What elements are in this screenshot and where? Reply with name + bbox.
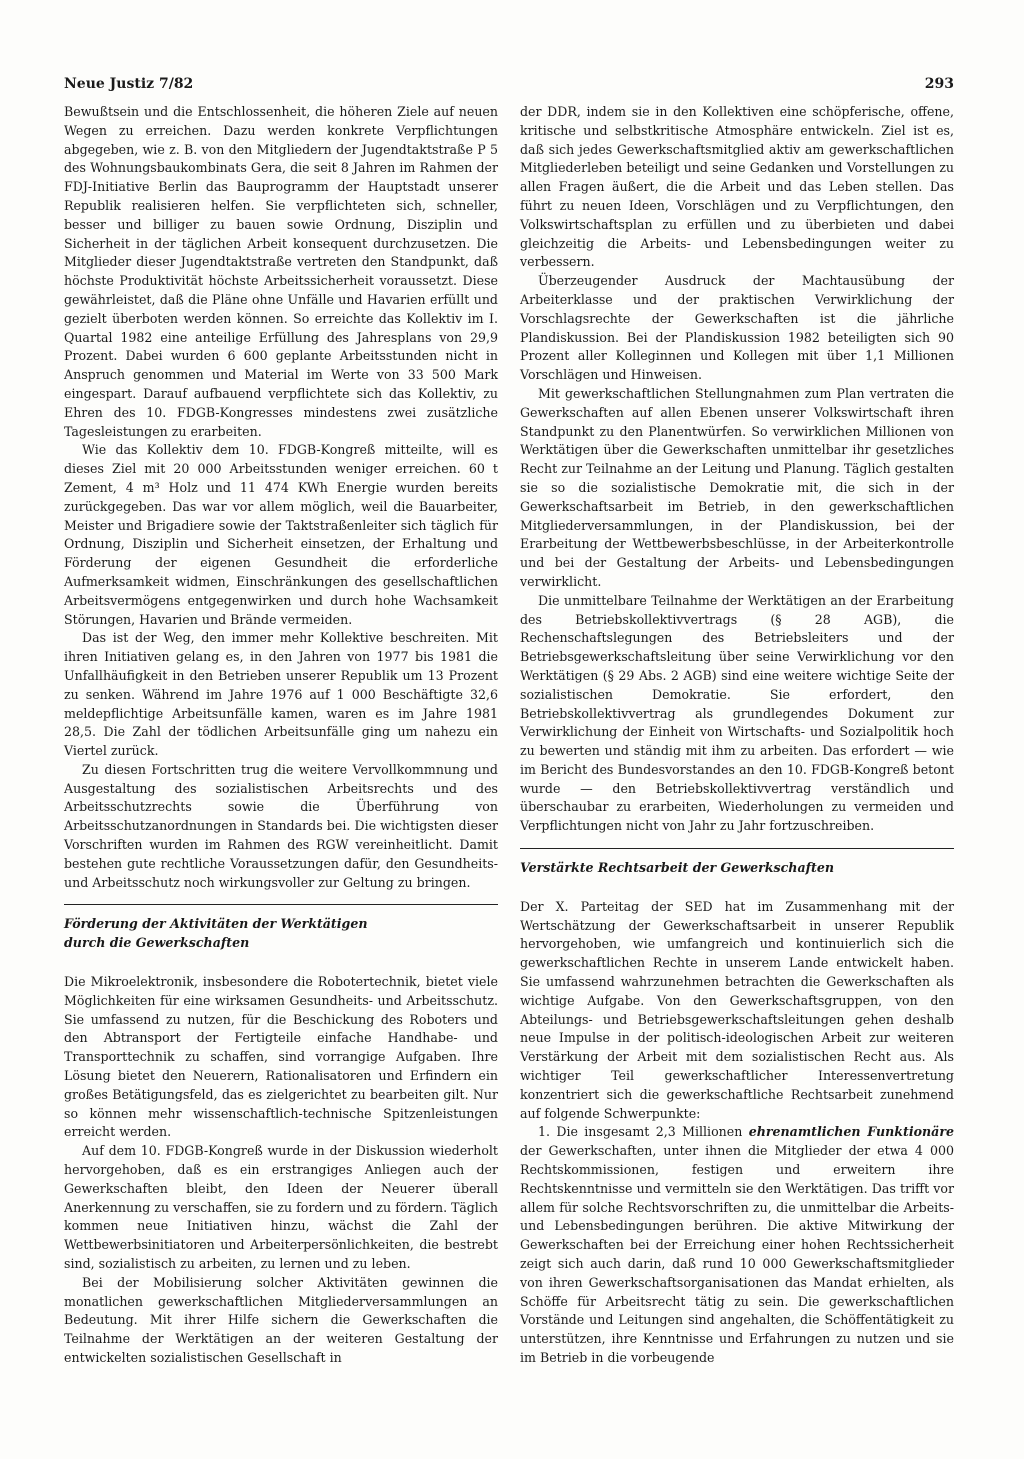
paragraph: Überzeugender Ausdruck der Machtausübung der Arbeiterklasse und der praktischen Verwirklichung der Vorschlagsrechte der Gewerkschaften ist die jährliche Plandiskussion. Bei der Plandiskussion 1982 beteiligten sich 90 Prozent aller Kolleginnen und Kollegen mit über 1,1 Millionen Vorschlägen und Hinweisen.	[520, 273, 954, 383]
section-heading-line: durch die Gewerkschaften	[64, 935, 250, 951]
section-heading: Verstärkte Rechtsarbeit der Gewerkschaften	[520, 860, 835, 876]
paragraph: Mit gewerkschaftlichen Stellungnahmen zum Plan vertraten die Gewerkschaften auf allen Ebenen unserer Volkswirtschaft ihren Standpunkt zu den Planentwürfen. So verwirklichen Millionen von Werktätigen über die Gewerkschaften unmittelbar ihr gesetzliches Recht zur Teilnahme an der Leitung und Planung. Täglich gestalten sie so die sozialistische Demokratie mit, die sich in der Gewerkschaftsarbeit im Betrieb, in den gewerkschaftlichen Mitgliederversammlungen, in der Plandiskussion, bei der Erarbeitung der Wettbewerbsbeschlüsse, in der Arbeiterkontrolle und bei der Gestaltung der Arbeits- und Lebensbedingungen verwirklicht.	[520, 385, 954, 589]
paragraph: Die unmittelbare Teilnahme der Werktätigen an der Erarbeitung des Betriebskollektivvertrags (§ 28 AGB), die Rechenschaftslegungen des Betriebsleiters und der Betriebsgewerkschaftsleitung über seine Verwirklichung vor den Werktätigen (§ 29 Abs. 2 AGB) sind eine weitere wichtige Seite der sozialistischen Demokratie. Sie erfordert, den Betriebskollektivvertrag als grundlegendes Dokument zur Verwirklichung der Einheit von Wirtschafts- und Sozialpolitik hoch zu bewerten und ständig mit ihm zu arbeiten. Das erfordert — wie im Bericht des Bundesvorstandes an den 10. FDGB-Kongreß betont wurde — den Betriebskollektivvertrag verständlich und überschaubar zu erarbeiten, Wiederholungen zu vermeiden und Verpflichtungen nicht von Jahr zu Jahr fortzuschreiben.	[520, 592, 954, 834]
left-column	[64, 103, 498, 1368]
paragraph: Das ist der Weg, den immer mehr Kollektive beschreiten. Mit ihren Initiativen gelang es, in den Jahren von 1977 bis 1981 die Unfallhäufigkeit in den Betrieben unserer Republik um 13 Prozent zu senken. Während im Jahre 1976 auf 1 000 Beschäftigte 32,6 meldepflichtige Arbeitsunfälle kamen, waren es im Jahre 1981 28,5. Die Zahl der tödlichen Arbeitsunfälle ging um nahezu ein Viertel zurück.	[64, 630, 498, 759]
section-heading	[64, 915, 498, 953]
journal-issue: Neue Justiz 7/82	[64, 76, 194, 92]
paragraph: Bei der Mobilisierung solcher Aktivitäten gewinnen die monatlichen gewerkschaftlichen Mitgliederversammlungen an Bedeutung. Mit ihrer Hilfe sichern die Gewerkschaften die Teilnahme der Werktätigen an der weiteren Gestaltung der entwickelten sozialistischen Gesellschaft in	[64, 1274, 498, 1365]
emphasis-term: ehrenamtlichen Funktionäre	[748, 1124, 954, 1140]
paragraph: Wie das Kollektiv dem 10. FDGB-Kongreß mitteilte, will es dieses Ziel mit 20 000 Arbeitsstunden weniger erreichen. 60 t Zement, 4 m³ Holz und 11 474 KWh Energie wurden bereits zurückgegeben. Das war vor allem möglich, weil die Bauarbeiter, Meister und Brigadiere sowie der Taktstraßenleiter sich täglich für Ordnung, Disziplin und Sicherheit einsetzen, der Erhaltung und Förderung der eigenen Gesundheit die erforderliche Aufmerksamkeit widmen, Einschränkungen des gesellschaftlichen Arbeitsvermögens entgegenwirken und durch hohe Wachsamkeit Störungen, Havarien und Brände vermeiden.	[64, 442, 498, 627]
paragraph: Die Mikroelektronik, insbesondere die Robotertechnik, bietet viele Möglichkeiten für eine wirksamen Gesundheits- und Arbeitsschutz. Sie umfassend zu nutzen, für die Beschickung des Roboters und den Abtransport der Fertigteile einfache Handhabe- und Transporttechnik zu schaffen, sind vorrangige Aufgaben. Ihre Lösung bietet den Neuerern, Rationalisatoren und Erfindern ein großes Betätigungsfeld, das es zielgerichtet zu bearbeiten gilt. Nur so können mehr wissenschaftlich-technische Spitzenleistungen erreicht werden.	[64, 974, 498, 1140]
paragraph-lead: 1. Die insgesamt 2,3 Millionen	[538, 1124, 743, 1140]
paragraph: Auf dem 10. FDGB-Kongreß wurde in der Diskussion wiederholt hervorgehoben, daß es ein erstrangiges Anliegen auch der Gewerkschaften bleibt, den Ideen der Neuerer überall Anerkennung zu verschaffen, sie zu fordern und zu fördern. Täglich kommen neue Initiativen hinzu, wächst die Zahl der Wettbewerbsinitiatoren und Arbeiterpersönlichkeiten, die bestrebt sind, sozialistisch zu arbeiten, zu lernen und zu leben.	[64, 1143, 498, 1272]
paragraph: Der X. Parteitag der SED hat im Zusammenhang mit der Wertschätzung der Gewerkschaftsarbeit in unserer Republik hervorgehoben, wie umfangreich und kontinuierlich sich die gewerkschaftlichen Rechte in unserem Lande entwickelt haben. Sie umfassend wahrzunehmen betrachten die Gewerkschaften als wichtige Aufgabe. Von den Gewerkschaftsgruppen, von den Abteilungs- und Betriebsgewerkschaftsleitungen gehen deshalb neue Impulse in der politisch-ideologischen Arbeit zur weiteren Verstärkung der Arbeit mit dem sozialistischen Recht aus. Als wichtiger Teil gewerkschaftlicher Interessenvertretung konzentriert sich die gewerkschaftliche Rechtsarbeit zunehmend auf folgende Schwerpunkte:	[520, 898, 954, 1121]
paragraph-enumerated	[520, 1123, 954, 1367]
section-rule	[64, 904, 498, 905]
paragraph: der DDR, indem sie in den Kollektiven eine schöpferische, offene, kritische und selbstkritische Atmosphäre entwickeln. Ziel ist es, daß sich jedes Gewerkschaftsmitglied aktiv am gewerkschaftlichen Mitgliederleben beteiligt und seine Gedanken und Vorstellungen zu allen Fragen äußert, die die Arbeit und das Leben stellen. Das führt zu neuen Ideen, Vorschlägen und zu Verpflichtungen, den Volkswirtschaftsplan zu erfüllen und zu überbieten und dabei gleichzeitig die Arbeits- und Lebensbedingungen weiter zu verbessern.	[520, 104, 954, 270]
right-column	[520, 103, 954, 1368]
section-rule	[520, 848, 954, 849]
paragraph-rest: der Gewerkschaften, unter ihnen die Mitglieder der etwa 4 000 Rechtskommissionen, festigen und erweitern ihre Rechtskenntnisse und vermitteln sie den Werktätigen. Das trifft vor allem für solche Rechtsvorschriften zu, die unmittelbar die Arbeits- und Lebensbedingungen berühren. Die aktive Mitwirkung der Gewerkschaften bei der Erreichung einer hohen Rechtssicherheit zeigt sich auch darin, daß rund 10 000 Gewerkschaftsmitglieder von ihren Gewerkschaftsorganisationen das Mandat erhielten, als Schöffe für Arbeitsrecht tätig zu sein. Die gewerkschaftlichen Vorstände und Leitungen sind angehalten, die Schöffentätigkeit zu unterstützen, ihre Kenntnisse und Erfahrungen zu nutzen und sie im Betrieb in die vorbeugende	[520, 1143, 954, 1365]
section-heading-line: Förderung der Aktivitäten der Werktätigen	[64, 916, 368, 932]
paragraph: Bewußtsein und die Entschlossenheit, die höheren Ziele auf neuen Wegen zu erreichen. Dazu werden konkrete Verpflichtungen abgegeben, wie z. B. von den Mitgliedern der Jugendtaktstraße P 5 des Wohnungsbaukombinats Gera, die seit 8 Jahren im Rahmen der FDJ-Initiative Berlin das Bauprogramm der Hauptstadt unserer Republik realisieren helfen. Sie verpflichteten sich, schneller, besser und billiger zu bauen sowie Ordnung, Disziplin und Sicherheit in der täglichen Arbeit konsequent durchzusetzen. Die Mitglieder dieser Jugendtaktstraße vertreten den Standpunkt, daß höchste Produktivität höchste Arbeitssicherheit voraussetzt. Diese gewährleistet, daß die Pläne ohne Unfälle und Havarien erfüllt und gezielt überboten werden können. So erreichte das Kollektiv im I. Quartal 1982 eine anteilige Erfüllung des Jahresplans von 29,9 Prozent. Dabei wurden 6 600 geplante Arbeitsstunden nicht in Anspruch genommen und Material im Werte von 33 500 Mark eingespart. Darauf aufbauend verpflichtete sich das Kollektiv, zu Ehren des 10. FDGB-Kongresses mindestens zwei zusätzliche Tagesleistungen zu erarbeiten.	[64, 104, 498, 439]
page-number: 293	[924, 76, 954, 92]
paragraph: Zu diesen Fortschritten trug die weitere Vervollkommnung und Ausgestaltung des sozialistischen Arbeitsrechts und des Arbeitsschutzrechts sowie die Überführung von Arbeitsschutzanordnungen in Standards bei. Die wichtigsten dieser Vorschriften wurden im Rahmen des RGW vereinheitlicht. Damit bestehen gute rechtliche Voraussetzungen dafür, den Gesundheits- und Arbeitsschutz noch wirkungsvoller zur Geltung zu bringen.	[64, 761, 498, 890]
